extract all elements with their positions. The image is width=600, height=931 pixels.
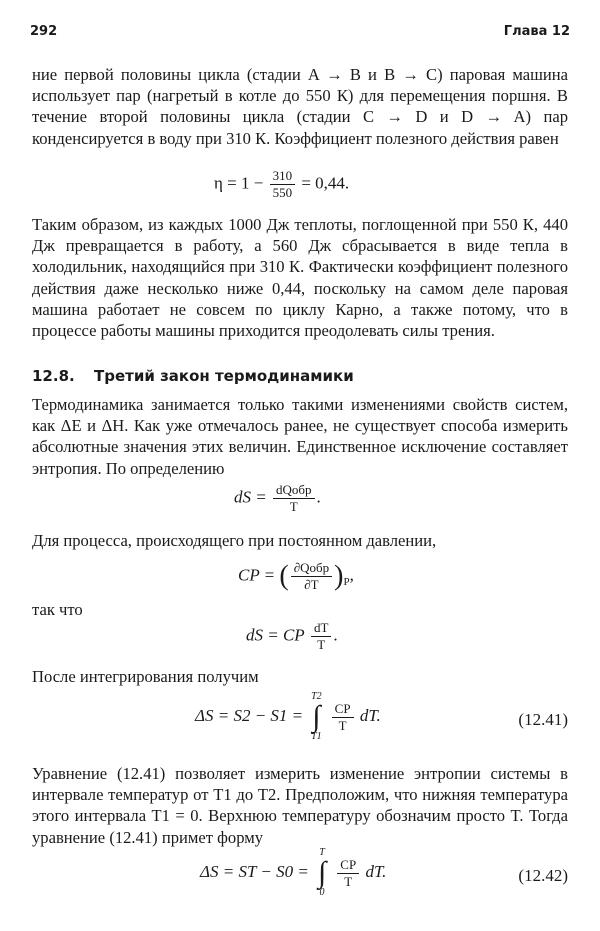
eq6-upper-limit: T (319, 847, 325, 858)
integral-symbol: ∫ (312, 700, 321, 733)
eq4-end: . (333, 625, 338, 645)
eq6-numerator: CP (337, 857, 359, 874)
eq6-denominator: T (344, 873, 353, 889)
eq2-numerator: dQобр (273, 482, 315, 499)
eq6-fraction (337, 857, 359, 890)
eq3-end: , (349, 565, 354, 585)
eq3-fraction (291, 560, 332, 593)
eq1-fraction (270, 168, 296, 201)
close-paren: ) (334, 560, 344, 592)
paragraph-6: После интегрирования получим (32, 667, 259, 686)
eq1-lhs: η = 1 − (214, 173, 264, 193)
equation-efficiency (214, 168, 349, 201)
eq2-fraction (273, 482, 315, 515)
section-heading (32, 367, 354, 385)
paragraph-4: Для процесса, происходящего при постоянном давлении, (32, 531, 437, 550)
eq6-lhs: ΔS = ST − S0 = (200, 861, 309, 881)
eq5-rhs: dT. (359, 705, 381, 725)
eq6-rhs: dT. (365, 861, 387, 881)
eq5-numerator: CP (332, 701, 354, 718)
eq1-rhs: = 0,44. (301, 173, 350, 193)
eq5-lhs: ΔS = S2 − S1 = (195, 705, 304, 725)
eq4-fraction (311, 620, 331, 653)
eq4-denominator: T (317, 637, 326, 652)
eq3-denominator: ∂T (304, 577, 319, 592)
paragraph-5: так что (32, 600, 83, 619)
chapter-title: Глава 12 (503, 24, 570, 39)
paragraph-1: ние первой половины цикла (стадии A → B и B → C) паровая машина использует пар (нагретый в котле до 550 К) для перемещения поршня. В течение второй половины цикла (стадии C → D и D → A) пар конденсируется в воду при 310 К. Коэффициент полезного действия равен (32, 65, 568, 148)
eq2-lhs: dS = (234, 487, 267, 507)
eq4-lhs: dS = CP (246, 625, 305, 645)
section-number: 12.8. (32, 367, 75, 385)
equation-heat-capacity (238, 560, 354, 593)
eq4-numerator: dT (311, 620, 331, 637)
eq6-lower-limit: 0 (319, 887, 325, 898)
eq5-denominator: T (338, 717, 347, 733)
paragraph-2: Таким образом, из каждых 1000 Дж теплоты, поглощенной при 550 К, 440 Дж превращается в работу, а 560 Дж сбрасывается в виде тепла в холодильник, находящийся при 310 К. Фактически коэффициент полезного действия даже несколько ниже 0,44, поскольку на самом деле паровая машина работает не совсем по циклу Карно, а также потому, что в процессе работы машины приходится преодолевать силы трения. (32, 215, 568, 341)
equation-ds-cp (246, 620, 338, 653)
open-paren: ( (279, 560, 289, 592)
equation-entropy-definition (234, 482, 321, 515)
eq1-numerator: 310 (270, 168, 296, 185)
integral-sign (307, 692, 325, 742)
section-title: Третий закон термодинамики (94, 367, 354, 385)
paragraph-3: Термодинамика занимается только такими изменениями свойств систем, как ΔE и ΔH. Как уже отмечалось ранее, не существует способа измерить абсолютные значения этих величин. Единственное исключение составляет энтропия. По определению (32, 395, 568, 478)
eq2-end: . (316, 487, 321, 507)
eq5-upper-limit: T2 (311, 691, 322, 702)
paragraph-7: Уравнение (12.41) позволяет измерить изменение энтропии системы в интервале температур от T1 до T2. Предположим, что нижняя температура этого интервала T1 = 0. Верхнюю температуру обозначим просто T. Тогда уравнение (12.41) примет форму (32, 764, 568, 847)
eq5-fraction (332, 701, 354, 734)
eq3-lhs: CP = (238, 565, 276, 585)
equation-number-12-42: (12.42) (518, 866, 568, 885)
integral-symbol: ∫ (317, 856, 327, 889)
eq3-subscript: P (343, 575, 350, 588)
eq2-denominator: T (289, 499, 298, 514)
equation-12-41 (195, 692, 381, 742)
eq1-denominator: 550 (272, 185, 293, 200)
eq5-lower-limit: T1 (311, 731, 322, 742)
page-number: 292 (30, 24, 58, 39)
eq3-numerator: ∂Qобр (291, 560, 332, 577)
equation-number-12-41: (12.41) (518, 710, 568, 729)
equation-12-42 (200, 848, 386, 898)
integral-sign (313, 848, 331, 898)
